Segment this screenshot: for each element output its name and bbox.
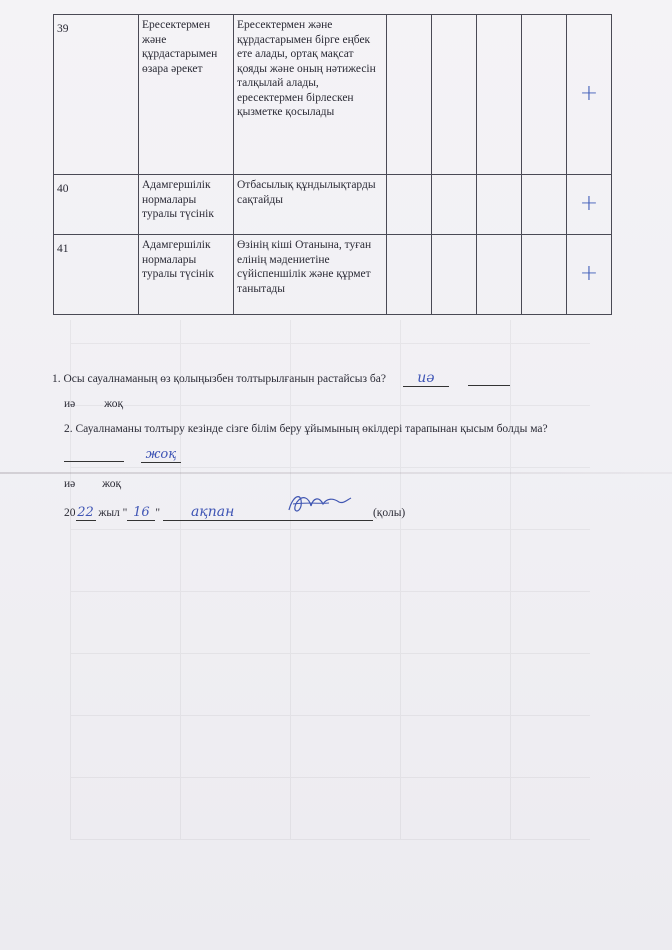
checkmark-plus: + xyxy=(567,235,612,315)
table-row xyxy=(54,235,612,315)
question-2-answer: жоқ xyxy=(141,447,181,463)
date-signature-line: 20 22 жыл " 16 " ақпан (қолы) xyxy=(64,504,406,520)
answer-blank xyxy=(64,449,124,462)
question-2-options xyxy=(64,478,121,490)
option-no-label: жоқ xyxy=(102,478,122,490)
empty-cell xyxy=(522,15,567,175)
row-area: Ересектермен және құрдастарымен өзара әрекет xyxy=(139,15,234,175)
row-number: 39 xyxy=(57,23,69,35)
question-1-text: 1. Осы сауалнаманың өз қолыңызбен толтырылғанын растайсыз ба? xyxy=(52,373,386,385)
bleed-through-shadow xyxy=(70,320,590,840)
year-suffix: 22 xyxy=(77,505,94,520)
row-description: Отбасылық құндылықтарды сақтайды xyxy=(234,175,387,235)
table-row xyxy=(54,15,612,175)
day-value: 16 xyxy=(127,505,155,521)
checkmark-plus: + xyxy=(567,15,612,175)
question-1-answer: иә xyxy=(403,370,449,387)
empty-cell xyxy=(522,175,567,235)
empty-cell xyxy=(387,15,432,175)
question-1 xyxy=(52,370,510,387)
table-row xyxy=(54,175,612,235)
month-value: ақпан xyxy=(163,504,373,521)
empty-cell xyxy=(432,15,477,175)
question-2-text: 2. Сауалнаманы толтыру кезінде сізге білім беру ұйымының өкілдері тарапынан қысым болды ма? xyxy=(64,423,548,435)
question-2-answer-line xyxy=(64,447,181,463)
paper-fold-line xyxy=(0,472,672,474)
empty-cell xyxy=(387,175,432,235)
answer-blank xyxy=(468,373,510,386)
row-area: Адамгершілік нормалары туралы түсінік xyxy=(139,175,234,235)
year-word: жыл xyxy=(98,507,120,519)
empty-cell xyxy=(432,175,477,235)
empty-cell xyxy=(477,15,522,175)
year-prefix: 20 xyxy=(64,507,76,519)
question-1-options xyxy=(64,398,123,410)
row-number: 40 xyxy=(57,183,69,195)
option-yes-label: иә xyxy=(64,398,76,410)
empty-cell xyxy=(432,235,477,315)
empty-cell xyxy=(387,235,432,315)
survey-table xyxy=(53,14,612,315)
row-number: 41 xyxy=(57,243,69,255)
row-description: Ересектермен және құрдастарымен бірге еңбек ете алады, ортақ мақсат қояды және оның нәтижесін талқылай алады, ересектермен бірлескен қызметке қосылады xyxy=(234,15,387,175)
option-no-label: жоқ xyxy=(104,398,124,410)
row-description: Өзінің кіші Отанына, туған елінің мәдениетіне сүйіспеншілік және құрмет танытады xyxy=(234,235,387,315)
option-yes-label: иә xyxy=(64,478,76,490)
empty-cell xyxy=(477,235,522,315)
checkmark-plus: + xyxy=(567,175,612,235)
signature-icon xyxy=(283,488,353,520)
row-area: Адамгершілік нормалары туралы түсінік xyxy=(139,235,234,315)
empty-cell xyxy=(522,235,567,315)
empty-cell xyxy=(477,175,522,235)
sign-label: (қолы) xyxy=(372,507,406,519)
